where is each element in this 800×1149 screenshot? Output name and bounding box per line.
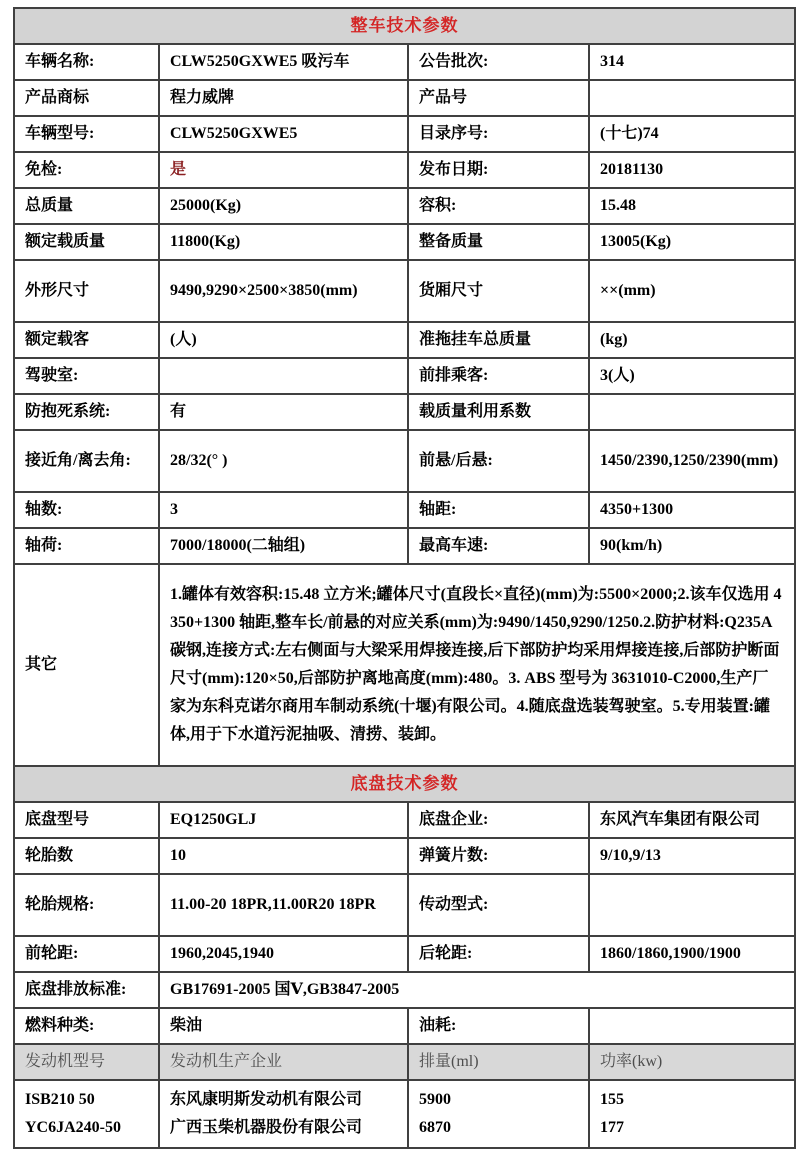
table-row [14, 430, 795, 492]
field-label: 轴荷: [14, 528, 159, 564]
field-label: 底盘企业: [408, 802, 589, 838]
field-value: 15.48 [589, 188, 795, 224]
table-row [14, 322, 795, 358]
field-value [159, 358, 408, 394]
field-label: 额定载客 [14, 322, 159, 358]
field-value [589, 394, 795, 430]
table-row [14, 188, 795, 224]
field-value: 1860/1860,1900/1900 [589, 936, 795, 972]
field-value: 3(人) [589, 358, 795, 394]
field-label: 燃料种类: [14, 1008, 159, 1044]
field-value: (kg) [589, 322, 795, 358]
table-row [14, 1080, 795, 1148]
field-value: 7000/18000(二轴组) [159, 528, 408, 564]
section-header-row [14, 8, 795, 44]
field-label: 弹簧片数: [408, 838, 589, 874]
field-label: 前悬/后悬: [408, 430, 589, 492]
field-value: 28/32(° ) [159, 430, 408, 492]
field-label: 最高车速: [408, 528, 589, 564]
field-value: 10 [159, 838, 408, 874]
section-title: 整车技术参数 [14, 8, 795, 44]
field-label: 载质量利用系数 [408, 394, 589, 430]
table-row [14, 802, 795, 838]
field-value: 314 [589, 44, 795, 80]
table-row [14, 492, 795, 528]
field-label: 公告批次: [408, 44, 589, 80]
engine-column-header: 发动机型号 [14, 1044, 159, 1080]
table-row [14, 152, 795, 188]
field-value: CLW5250GXWE5 吸污车 [159, 44, 408, 80]
field-label: 准拖挂车总质量 [408, 322, 589, 358]
field-value: 9490,9290×2500×3850(mm) [159, 260, 408, 322]
field-label: 后轮距: [408, 936, 589, 972]
field-value [589, 1008, 795, 1044]
table-row [14, 116, 795, 152]
field-label: 货厢尺寸 [408, 260, 589, 322]
table-row [14, 972, 795, 1008]
field-label: 轮胎数 [14, 838, 159, 874]
field-value: 程力威牌 [159, 80, 408, 116]
field-value: 4350+1300 [589, 492, 795, 528]
field-value: 1450/2390,1250/2390(mm) [589, 430, 795, 492]
table-row [14, 358, 795, 394]
field-label: 车辆名称: [14, 44, 159, 80]
field-label: 接近角/离去角: [14, 430, 159, 492]
engine-list-cell: ISB210 50 YC6JA240-50 [14, 1080, 159, 1148]
field-label: 油耗: [408, 1008, 589, 1044]
field-label: 整备质量 [408, 224, 589, 260]
field-label: 车辆型号: [14, 116, 159, 152]
section-title: 底盘技术参数 [14, 766, 795, 802]
field-label: 底盘排放标准: [14, 972, 159, 1008]
engine-column-header: 功率(kw) [589, 1044, 795, 1080]
field-value: 有 [159, 394, 408, 430]
field-label: 轴距: [408, 492, 589, 528]
field-value [589, 874, 795, 936]
field-value: EQ1250GLJ [159, 802, 408, 838]
table-row [14, 80, 795, 116]
table-row [14, 936, 795, 972]
field-value: (人) [159, 322, 408, 358]
field-label: 额定载质量 [14, 224, 159, 260]
table-row [14, 874, 795, 936]
field-value: GB17691-2005 国Ⅴ,GB3847-2005 [159, 972, 795, 1008]
engine-list-cell: 5900 6870 [408, 1080, 589, 1148]
field-label: 外形尺寸 [14, 260, 159, 322]
field-value: 13005(Kg) [589, 224, 795, 260]
field-value: 20181130 [589, 152, 795, 188]
field-label: 轴数: [14, 492, 159, 528]
field-value: (十七)74 [589, 116, 795, 152]
field-value: 东风汽车集团有限公司 [589, 802, 795, 838]
field-label: 前轮距: [14, 936, 159, 972]
field-label: 免检: [14, 152, 159, 188]
field-label: 前排乘客: [408, 358, 589, 394]
field-label: 其它 [14, 564, 159, 766]
field-label: 产品商标 [14, 80, 159, 116]
field-label: 产品号 [408, 80, 589, 116]
table-row [14, 224, 795, 260]
table-row [14, 1008, 795, 1044]
field-value: 9/10,9/13 [589, 838, 795, 874]
field-label: 传动型式: [408, 874, 589, 936]
field-value: 11.00-20 18PR,11.00R20 18PR [159, 874, 408, 936]
field-label: 发布日期: [408, 152, 589, 188]
field-label: 轮胎规格: [14, 874, 159, 936]
engine-column-header: 排量(ml) [408, 1044, 589, 1080]
field-value: CLW5250GXWE5 [159, 116, 408, 152]
spec-table [13, 7, 796, 1149]
engine-list-cell: 东风康明斯发动机有限公司 广西玉柴机器股份有限公司 [159, 1080, 408, 1148]
table-row [14, 528, 795, 564]
section-header-row [14, 766, 795, 802]
field-value: 25000(Kg) [159, 188, 408, 224]
spec-table-body [14, 8, 795, 1148]
field-label: 容积: [408, 188, 589, 224]
table-row [14, 260, 795, 322]
table-row [14, 394, 795, 430]
field-label: 目录序号: [408, 116, 589, 152]
field-label: 总质量 [14, 188, 159, 224]
table-row [14, 564, 795, 766]
field-value [589, 80, 795, 116]
field-value: 柴油 [159, 1008, 408, 1044]
table-row [14, 1044, 795, 1080]
table-row [14, 838, 795, 874]
field-value: 1960,2045,1940 [159, 936, 408, 972]
field-label: 驾驶室: [14, 358, 159, 394]
field-label: 防抱死系统: [14, 394, 159, 430]
field-value: 90(km/h) [589, 528, 795, 564]
field-value: 是 [159, 152, 408, 188]
field-value: ××(mm) [589, 260, 795, 322]
field-value: 1.罐体有效容积:15.48 立方米;罐体尺寸(直段长×直径)(mm)为:5500×2000;2.该车仅选用 4350+1300 轴距,整车长/前悬的对应关系(mm)为:9490/1450,9290/1250.2.防护材料:Q235A 碳钢,连接方式:左右侧面与大梁采用焊接连接,后下部防护均采用焊接连接,后部防护断面尺寸(mm):120×50,后部防护离地高度(mm):480。3. ABS 型号为 3631010-C2000,生产厂家为东科克诺尔商用车制动系统(十堰)有限公司。4.随底盘选装驾驶室。5.专用装置:罐体,用于下水道污泥抽吸、清捞、装卸。 [159, 564, 795, 766]
field-label: 底盘型号 [14, 802, 159, 838]
field-value: 3 [159, 492, 408, 528]
table-row [14, 44, 795, 80]
field-value: 11800(Kg) [159, 224, 408, 260]
engine-column-header: 发动机生产企业 [159, 1044, 408, 1080]
engine-list-cell: 155 177 [589, 1080, 795, 1148]
